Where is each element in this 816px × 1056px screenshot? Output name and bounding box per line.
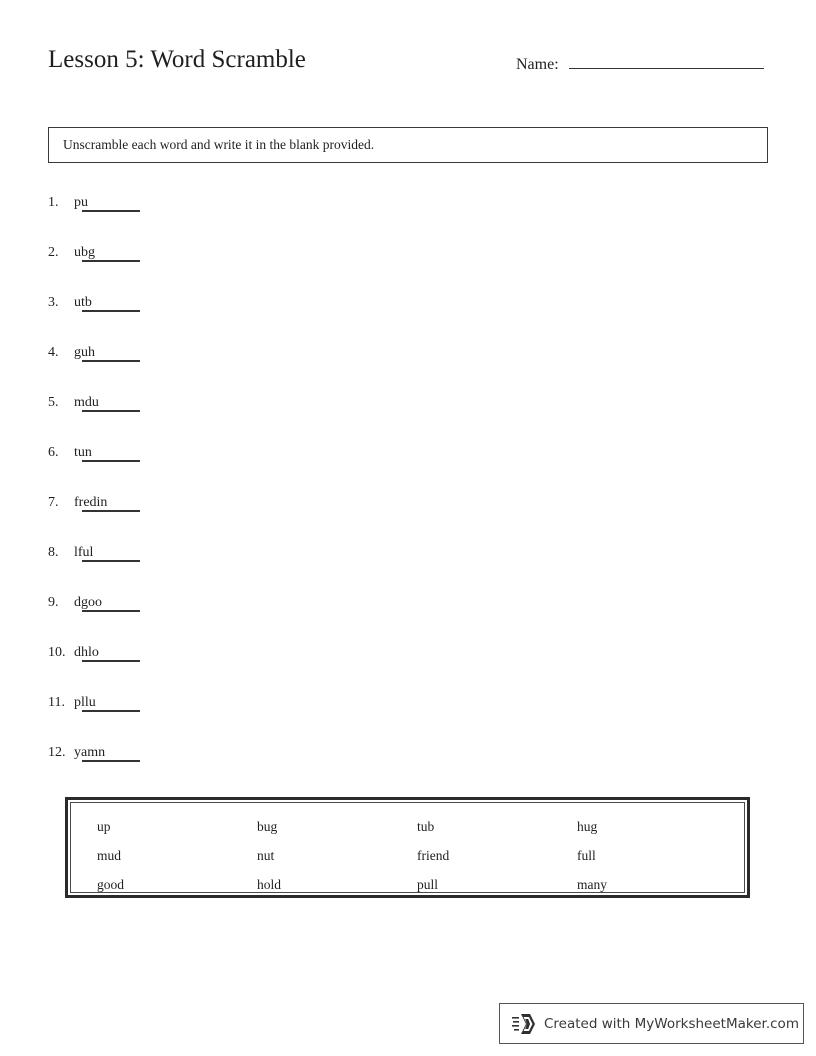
word-bank-row [71,876,744,905]
word-bank-word: hold [257,877,282,892]
problem-item [48,244,548,294]
problem-number: 11. [48,695,65,710]
answer-blank[interactable] [82,410,140,412]
scrambled-word: lful [74,545,94,560]
word-bank-word: good [97,877,124,892]
answer-blank[interactable] [82,210,140,212]
student-name-input[interactable] [569,53,764,69]
page-title: Lesson 5: Word Scramble [48,46,306,73]
scrambled-word: fredin [74,495,108,510]
answer-blank[interactable] [82,360,140,362]
scrambled-word: dgoo [74,595,102,610]
scrambled-word: ubg [74,245,95,260]
answer-blank[interactable] [82,510,140,512]
problem-number: 3. [48,295,59,310]
problem-item [48,444,548,494]
answer-blank[interactable] [82,560,140,562]
scrambled-word: yamn [74,745,106,760]
problem-item [48,594,548,644]
problem-number: 6. [48,445,59,460]
problem-item [48,744,548,794]
word-bank-word: pull [417,877,439,892]
problem-item [48,644,548,694]
problem-item [48,394,548,444]
instructions-text: Unscramble each word and write it in the blank provided. [63,137,375,152]
answer-blank[interactable] [82,460,140,462]
problem-number: 8. [48,545,59,560]
problem-number: 4. [48,345,59,360]
answer-blank[interactable] [82,260,140,262]
instructions-box [48,127,768,163]
student-name-label: Name: [516,56,559,73]
problem-number: 2. [48,245,59,260]
word-bank-word: bug [257,819,278,834]
problem-number: 7. [48,495,59,510]
problem-item [48,544,548,594]
word-bank-word: up [97,819,111,834]
word-bank [65,797,750,898]
word-bank-word: hug [577,819,598,834]
problem-number: 1. [48,195,59,210]
answer-blank[interactable] [82,760,140,762]
word-bank-word: tub [417,819,435,834]
word-bank-word: full [577,848,596,863]
scrambled-word: dhlo [74,645,99,660]
problem-item [48,694,548,744]
answer-blank[interactable] [82,610,140,612]
problem-number: 10. [48,645,66,660]
scrambled-word: guh [74,345,95,360]
scrambled-word: utb [74,295,92,310]
word-bank-row [71,847,744,876]
answer-blank[interactable] [82,660,140,662]
problem-number: 9. [48,595,59,610]
student-name-field[interactable] [516,53,764,75]
footer-badge[interactable] [499,1003,804,1044]
scrambled-word: pllu [74,695,96,710]
word-bank-row [71,818,744,847]
word-bank-word: nut [257,848,275,863]
problem-list [48,194,548,794]
word-bank-word: mud [97,848,122,863]
problem-item [48,494,548,544]
problem-item [48,344,548,394]
word-bank-inner-border [70,802,745,893]
problem-item [48,294,548,344]
answer-blank[interactable] [82,310,140,312]
word-bank-word: many [577,877,607,892]
scrambled-word: mdu [74,395,99,410]
scrambled-word: pu [74,195,88,210]
word-bank-word: friend [417,848,450,863]
scrambled-word: tun [74,445,92,460]
footer-badge-text: Created with MyWorksheetMaker.com [544,1015,799,1032]
problem-number: 5. [48,395,59,410]
problem-number: 12. [48,745,66,760]
answer-blank[interactable] [82,710,140,712]
worksheet-header [48,45,768,87]
myworksheetmaker-logo-icon [512,1012,538,1036]
problem-item [48,194,548,244]
